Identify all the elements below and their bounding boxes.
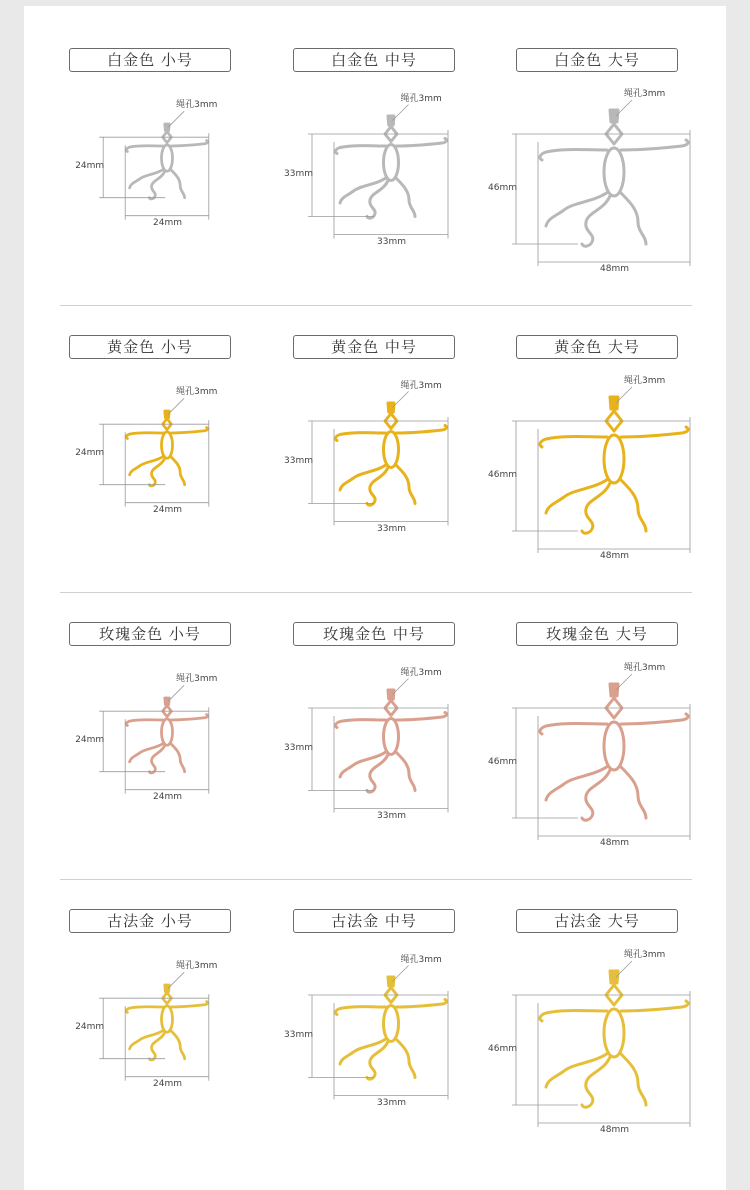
- right-arm: [171, 141, 208, 147]
- hole-dimension: 绳孔3mm: [400, 93, 442, 104]
- pendant-drawing: [501, 580, 711, 867]
- right-leg: [620, 479, 646, 531]
- variant-label: 玫瑰金色 中号: [293, 622, 455, 646]
- color-section: [24, 867, 726, 1154]
- body: [384, 1006, 399, 1042]
- bail: [610, 971, 618, 983]
- variant-label: 玫瑰金色 小号: [69, 622, 231, 646]
- size-variant: [54, 867, 264, 1154]
- hole-dimension: 绳孔3mm: [176, 387, 218, 398]
- left-arm: [540, 150, 607, 161]
- pendant-figure: [126, 698, 207, 773]
- right-arm: [621, 427, 688, 437]
- height-dimension: 46mm: [488, 183, 517, 193]
- pendant-drawing: [54, 293, 264, 580]
- body: [162, 719, 173, 745]
- bail: [610, 110, 618, 122]
- height-dimension: 24mm: [75, 448, 105, 459]
- body: [604, 1009, 624, 1057]
- pendant-figure: [540, 397, 688, 533]
- width-dimension: 33mm: [377, 1097, 406, 1108]
- variant-label: 古法金 小号: [69, 909, 231, 933]
- body: [384, 145, 399, 181]
- hole-dimension: 绳孔3mm: [176, 961, 218, 972]
- pendant-drawing: [278, 580, 488, 867]
- right-arm: [396, 713, 446, 721]
- left-foot: [367, 1042, 388, 1080]
- pendant-figure: [126, 985, 207, 1060]
- pendant-figure: [126, 411, 207, 486]
- left-arm: [335, 433, 385, 441]
- bail: [388, 690, 394, 699]
- right-leg: [170, 1030, 184, 1059]
- variant-label: 白金色 中号: [293, 48, 455, 72]
- width-dimension: 24mm: [153, 217, 182, 228]
- left-foot: [582, 196, 610, 246]
- variant-label: 古法金 中号: [293, 909, 455, 933]
- product-size-chart: [24, 6, 726, 1190]
- left-arm: [126, 433, 163, 439]
- left-foot: [367, 181, 388, 219]
- hole-dimension: 绳孔3mm: [624, 950, 666, 960]
- pendant-figure: [540, 110, 688, 246]
- hole-leader-line: [616, 674, 632, 690]
- height-dimension: 24mm: [75, 161, 105, 172]
- size-variant: [488, 867, 711, 1154]
- width-dimension: 24mm: [153, 504, 182, 515]
- right-arm: [171, 1002, 208, 1008]
- left-arm: [335, 1007, 385, 1015]
- hole-dimension: 绳孔3mm: [176, 674, 218, 685]
- right-leg: [396, 178, 416, 217]
- width-dimension: 24mm: [153, 1078, 182, 1089]
- variant-label: 白金色 大号: [516, 48, 678, 72]
- left-foot: [367, 755, 388, 793]
- right-arm: [621, 1001, 688, 1011]
- hole-dimension: 绳孔3mm: [176, 100, 218, 111]
- pendant-figure: [335, 977, 446, 1079]
- height-dimension: 33mm: [284, 169, 313, 180]
- hole-dimension: 绳孔3mm: [400, 954, 442, 965]
- size-variant: [54, 580, 264, 867]
- left-arm: [540, 1011, 607, 1022]
- right-leg: [396, 465, 416, 504]
- right-leg: [170, 743, 184, 772]
- width-dimension: 48mm: [600, 838, 629, 848]
- height-dimension: 24mm: [75, 735, 105, 746]
- hole-dimension: 绳孔3mm: [624, 376, 666, 386]
- pendant-drawing: [278, 867, 488, 1154]
- pendant-drawing: [501, 6, 711, 293]
- right-arm: [621, 714, 688, 724]
- left-arm: [126, 146, 163, 152]
- right-leg: [620, 1053, 646, 1105]
- right-leg: [396, 752, 416, 791]
- right-arm: [621, 140, 688, 150]
- variant-label: 黄金色 大号: [516, 335, 678, 359]
- variant-label: 黄金色 小号: [69, 335, 231, 359]
- hole-leader-line: [393, 105, 409, 121]
- width-dimension: 48mm: [600, 551, 629, 561]
- hole-leader-line: [616, 961, 632, 977]
- body: [604, 148, 624, 196]
- pendant-figure: [335, 690, 446, 792]
- pendant-drawing: [501, 293, 711, 580]
- hole-leader-line: [168, 111, 184, 127]
- size-variant: [278, 293, 488, 580]
- height-dimension: 33mm: [284, 456, 313, 467]
- body: [604, 722, 624, 770]
- left-arm: [335, 720, 385, 728]
- bail: [388, 403, 394, 412]
- hole-leader-line: [168, 685, 184, 701]
- pendant-drawing: [54, 6, 264, 293]
- hole-leader-line: [168, 398, 184, 414]
- left-arm: [540, 724, 607, 735]
- left-foot: [367, 468, 388, 506]
- hole-leader-line: [616, 100, 632, 116]
- right-arm: [171, 428, 208, 434]
- height-dimension: 46mm: [488, 470, 517, 480]
- height-dimension: 33mm: [284, 743, 313, 754]
- left-arm: [126, 1007, 163, 1013]
- bail: [388, 116, 394, 125]
- height-dimension: 33mm: [284, 1030, 313, 1041]
- body: [162, 432, 173, 458]
- left-foot: [582, 483, 610, 533]
- bail: [610, 684, 618, 696]
- size-variant: [278, 867, 488, 1154]
- right-leg: [620, 192, 646, 244]
- height-dimension: 46mm: [488, 1044, 517, 1054]
- left-foot: [582, 770, 610, 820]
- pendant-figure: [540, 971, 688, 1107]
- pendant-figure: [540, 684, 688, 820]
- color-section: [24, 293, 726, 580]
- hole-leader-line: [168, 972, 184, 988]
- color-section: [24, 6, 726, 293]
- pendant-drawing: [278, 6, 488, 293]
- left-arm: [126, 720, 163, 726]
- left-foot: [582, 1057, 610, 1107]
- hole-leader-line: [616, 387, 632, 403]
- body: [162, 145, 173, 171]
- body: [604, 435, 624, 483]
- right-arm: [396, 1000, 446, 1008]
- variant-label: 黄金色 中号: [293, 335, 455, 359]
- right-leg: [170, 456, 184, 485]
- hole-dimension: 绳孔3mm: [400, 380, 442, 391]
- body: [162, 1006, 173, 1032]
- left-arm: [335, 146, 385, 154]
- height-dimension: 24mm: [75, 1022, 105, 1033]
- size-variant: [488, 293, 711, 580]
- pendant-drawing: [278, 293, 488, 580]
- color-section: [24, 580, 726, 867]
- pendant-figure: [126, 124, 207, 199]
- pendant-drawing: [54, 580, 264, 867]
- variant-label: 白金色 小号: [69, 48, 231, 72]
- pendant-figure: [335, 116, 446, 218]
- right-arm: [396, 426, 446, 434]
- left-arm: [540, 437, 607, 448]
- body: [384, 432, 399, 468]
- pendant-figure: [335, 403, 446, 505]
- pendant-drawing: [54, 867, 264, 1154]
- right-leg: [396, 1039, 416, 1078]
- size-variant: [278, 6, 488, 293]
- hole-dimension: 绳孔3mm: [624, 663, 666, 673]
- height-dimension: 46mm: [488, 757, 517, 767]
- bail: [388, 977, 394, 986]
- hole-leader-line: [393, 966, 409, 982]
- size-variant: [278, 580, 488, 867]
- width-dimension: 24mm: [153, 791, 182, 802]
- width-dimension: 33mm: [377, 810, 406, 821]
- width-dimension: 33mm: [377, 236, 406, 247]
- size-variant: [488, 6, 711, 293]
- hole-dimension: 绳孔3mm: [400, 667, 442, 678]
- width-dimension: 33mm: [377, 523, 406, 534]
- hole-leader-line: [393, 392, 409, 408]
- hole-leader-line: [393, 679, 409, 695]
- width-dimension: 48mm: [600, 1125, 629, 1135]
- right-arm: [396, 139, 446, 147]
- width-dimension: 48mm: [600, 264, 629, 274]
- variant-label: 古法金 大号: [516, 909, 678, 933]
- body: [384, 719, 399, 755]
- variant-label: 玫瑰金色 大号: [516, 622, 678, 646]
- size-variant: [54, 293, 264, 580]
- bail: [610, 397, 618, 409]
- size-variant: [488, 580, 711, 867]
- hole-dimension: 绳孔3mm: [624, 89, 666, 99]
- right-leg: [170, 169, 184, 198]
- right-leg: [620, 766, 646, 818]
- right-arm: [171, 715, 208, 721]
- size-variant: [54, 6, 264, 293]
- pendant-drawing: [501, 867, 711, 1154]
